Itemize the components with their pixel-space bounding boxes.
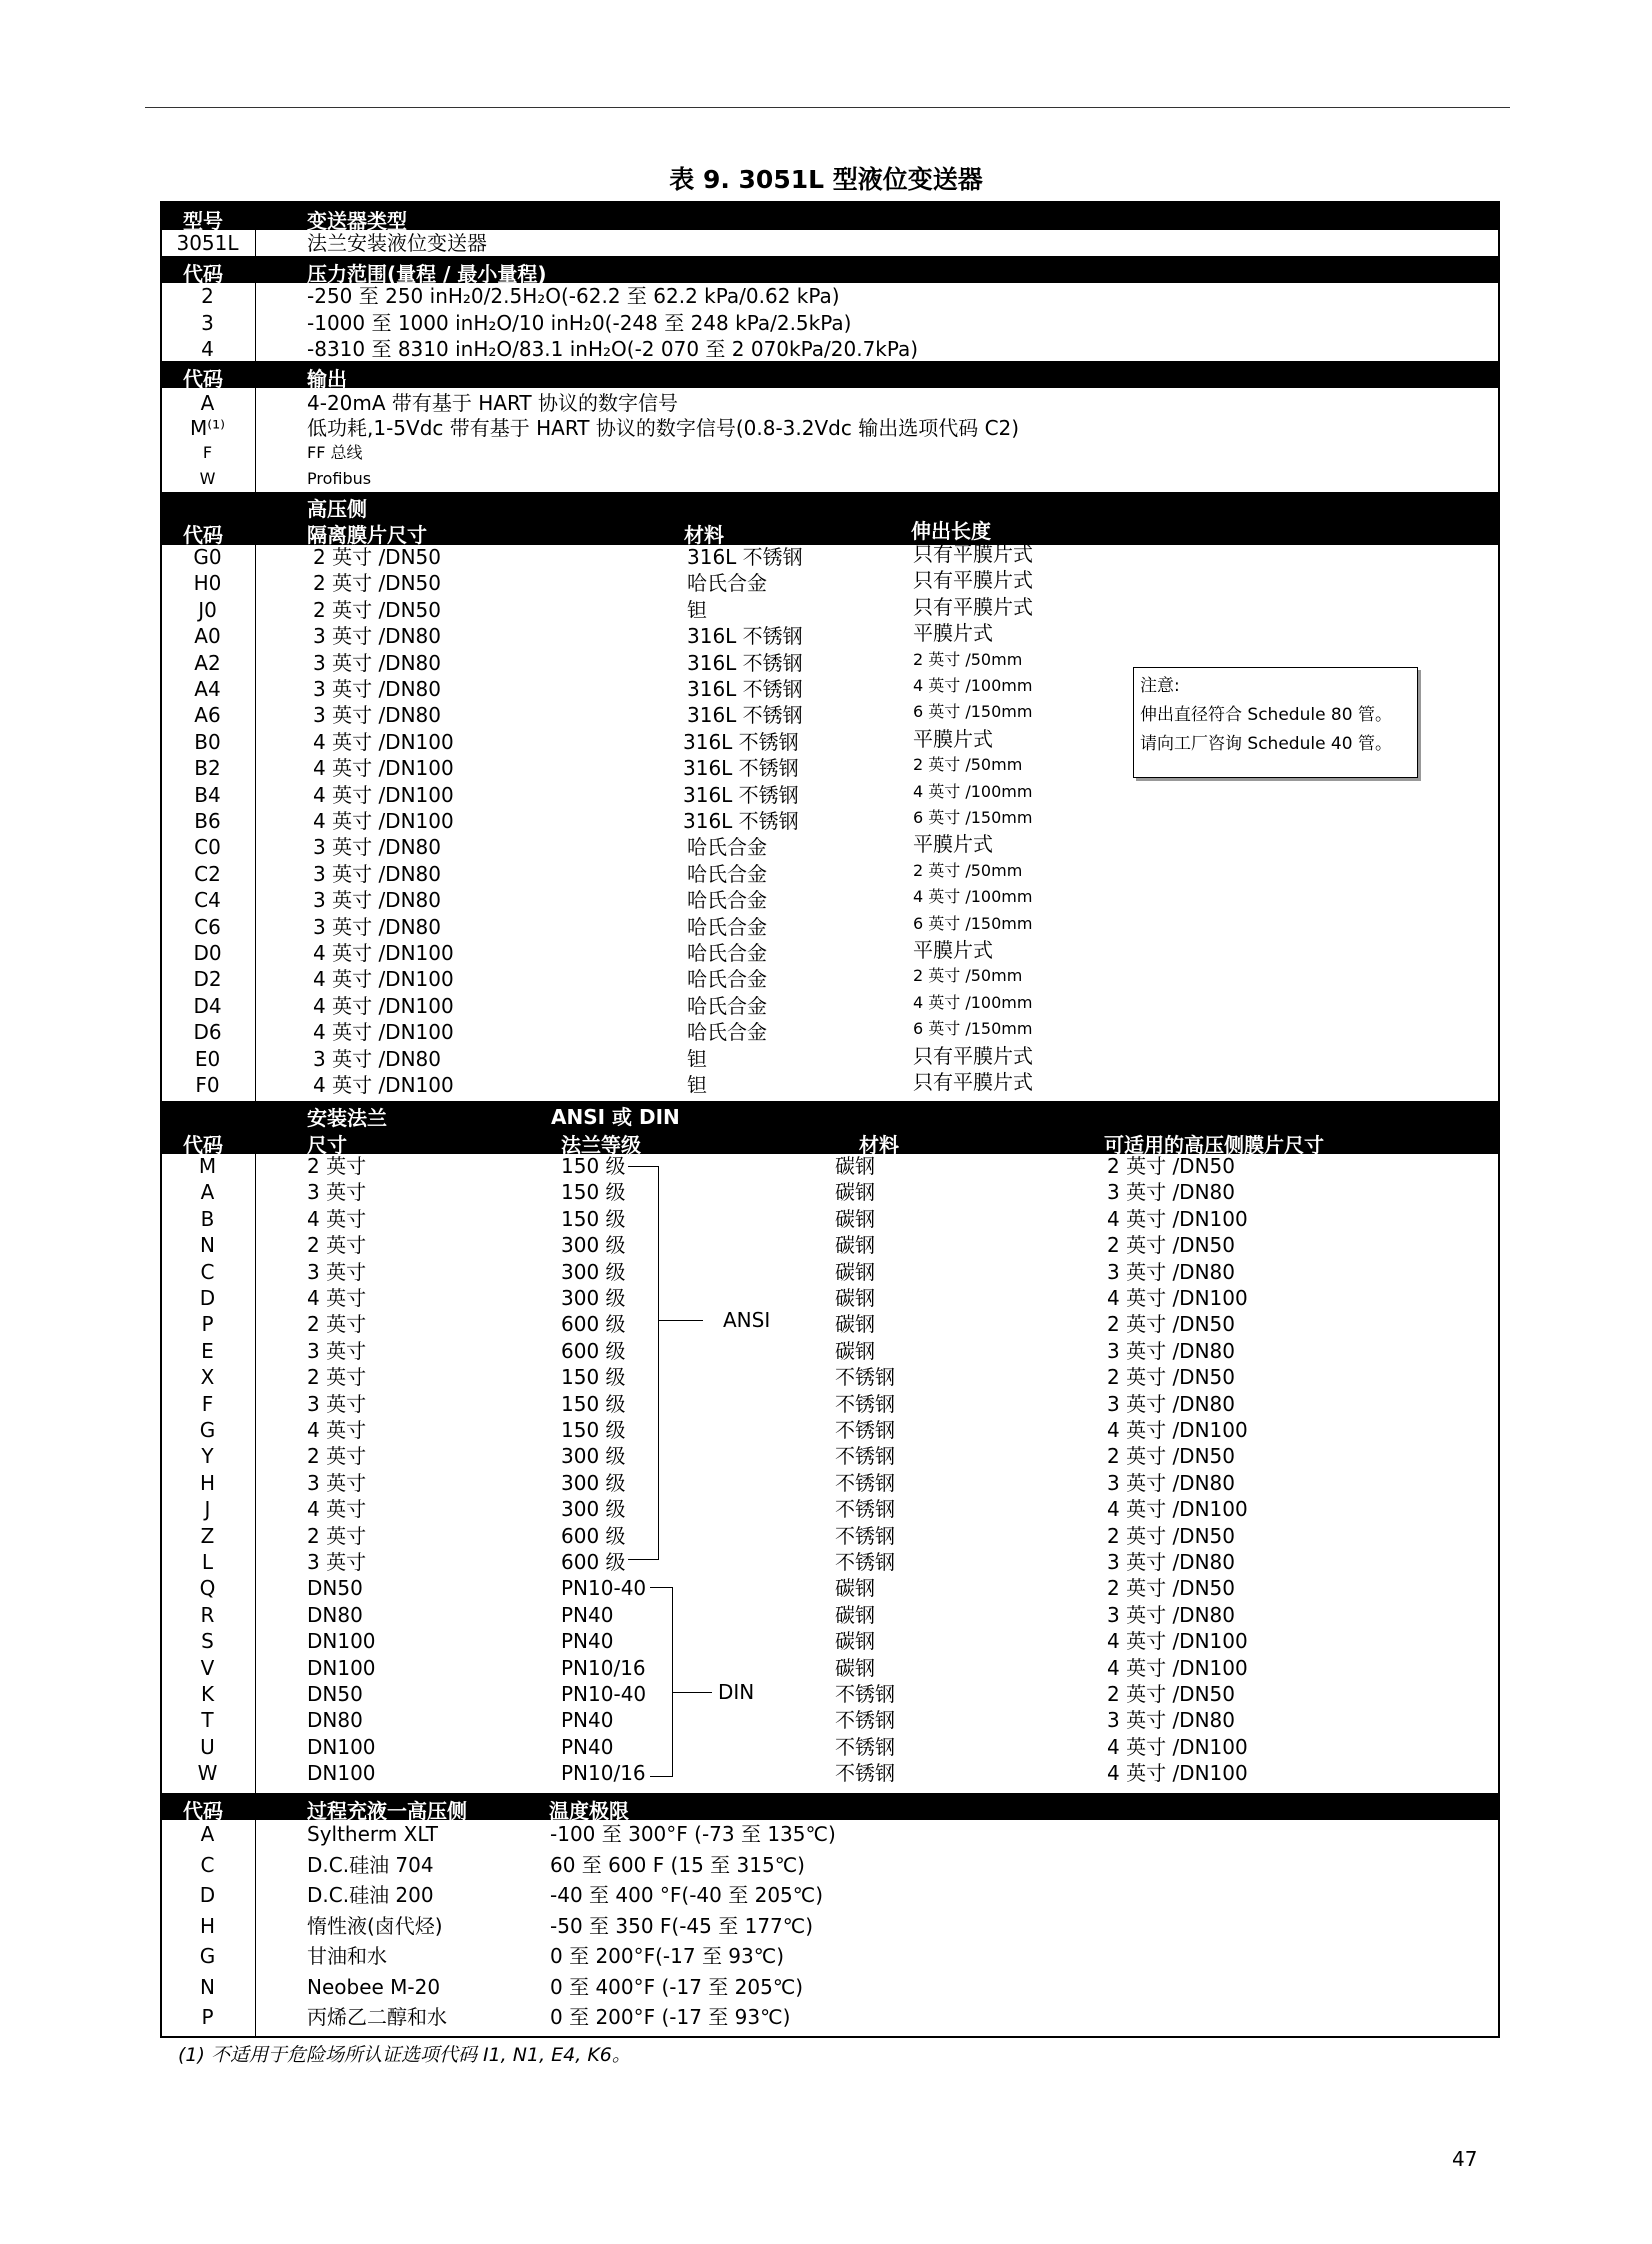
flange-row-size: DN80 <box>307 1708 363 1733</box>
output-code: W <box>199 469 216 488</box>
flange-row-rating: 300 级 <box>561 1259 626 1284</box>
flange-row-hp: 2 英寸 /DN50 <box>1107 1233 1235 1258</box>
flange-row-material: 不锈钢 <box>835 1682 895 1706</box>
flange-row-material: 碳钢 <box>835 1338 875 1363</box>
output-header-code: 代码 <box>183 367 223 391</box>
hp-row-code: A4 <box>194 677 221 701</box>
flange-row-hp: 2 英寸 /DN50 <box>1107 1154 1235 1178</box>
hp-row-code: B6 <box>194 809 221 833</box>
hp-row-ext: 6 英寸 /150mm <box>913 702 1033 722</box>
hp-row-size: 4 英寸 /DN100 <box>313 967 454 992</box>
fill-row-temp: 0 至 200°F (-17 至 93℃) <box>550 2005 791 2029</box>
fill-row-fluid: 丙烯乙二醇和水 <box>307 2005 447 2029</box>
hp-row-code: C4 <box>194 888 221 913</box>
flange-row-material: 不锈钢 <box>835 1444 895 1469</box>
flange-row-code: X <box>200 1365 215 1390</box>
hp-row-size: 3 英寸 /DN80 <box>313 624 441 649</box>
flange-row-material: 碳钢 <box>835 1655 875 1680</box>
flange-row-hp: 3 英寸 /DN80 <box>1107 1259 1235 1284</box>
flange-header-rating: 法兰等级 <box>561 1133 641 1157</box>
hp-row-ext: 平膜片式 <box>913 726 993 751</box>
flange-row-size: DN50 <box>307 1682 363 1706</box>
fill-row-code: G <box>199 1944 216 1968</box>
hp-row-ext: 4 英寸 /100mm <box>913 676 1033 695</box>
flange-row-rating: 300 级 <box>561 1233 626 1258</box>
flange-row-size: DN100 <box>307 1761 376 1786</box>
flange-row-code: U <box>200 1734 215 1759</box>
output-header <box>161 361 1499 391</box>
hp-row-code: J0 <box>198 597 217 622</box>
flange-row-hp: 4 英寸 /DN100 <box>1107 1497 1248 1522</box>
flange-row-rating: PN10/16 <box>561 1655 646 1680</box>
model-code: 3051L <box>176 231 239 255</box>
hp-row-size: 3 英寸 /DN80 <box>313 888 441 913</box>
flange-row-size: 3 英寸 <box>307 1550 367 1574</box>
hp-row-material: 316L 不锈钢 <box>683 782 799 807</box>
range-desc: -8310 至 8310 inH₂O/83.1 inH₂O(-2 070 至 2 070kPa/20.7kPa) <box>307 337 919 361</box>
hp-row-size: 2 英寸 /DN50 <box>313 545 441 569</box>
hp-row-material: 316L 不锈钢 <box>687 545 803 569</box>
flange-row-size: 2 英寸 <box>307 1444 367 1469</box>
fill-header-fluid: 过程充液一高压侧 <box>307 1799 467 1823</box>
flange-row-material: 不锈钢 <box>835 1550 895 1574</box>
flange-row-rating: 150 级 <box>561 1180 626 1205</box>
range-desc: -250 至 250 inH₂0/2.5H₂O(-62.2 至 62.2 kPa/0.62 kPa) <box>307 284 840 308</box>
flange-row-code: Q <box>199 1576 216 1601</box>
flange-row-size: 2 英寸 <box>307 1523 367 1548</box>
flange-row-material: 不锈钢 <box>835 1365 895 1390</box>
flange-row-material: 碳钢 <box>835 1233 875 1258</box>
flange-row-code: Z <box>200 1523 215 1548</box>
flange-row-material: 不锈钢 <box>835 1761 895 1786</box>
hp-row-code: A6 <box>194 703 221 728</box>
hp-header-ext: 伸出长度 <box>911 519 991 543</box>
flange-header-material: 材料 <box>859 1133 899 1157</box>
flange-row-rating: 600 级 <box>561 1312 626 1337</box>
hp-row-ext: 只有平膜片式 <box>913 1043 1033 1068</box>
fill-row-code: P <box>201 2005 214 2029</box>
flange-row-rating: PN10-40 <box>561 1576 647 1601</box>
flange-row-code: H <box>199 1470 216 1495</box>
fill-row-fluid: Syltherm XLT <box>307 1822 438 1846</box>
ansi-bracket <box>628 1166 659 1560</box>
hp-row-size: 3 英寸 /DN80 <box>313 677 441 701</box>
fill-row-fluid: D.C.硅油 704 <box>307 1852 434 1877</box>
flange-row-code: T <box>201 1708 214 1733</box>
flange-row-rating: PN40 <box>561 1734 614 1759</box>
fill-row-temp: -100 至 300°F (-73 至 135℃) <box>550 1822 836 1846</box>
hp-row-code: A0 <box>194 624 221 649</box>
hp-row-size: 3 英寸 /DN80 <box>313 650 441 675</box>
output-code: M⁽¹⁾ <box>189 416 226 440</box>
flange-header-line1b: ANSI 或 DIN <box>551 1105 680 1129</box>
fill-row-fluid: D.C.硅油 200 <box>307 1883 434 1907</box>
flange-row-size: 2 英寸 <box>307 1154 367 1178</box>
flange-row-hp: 4 英寸 /DN100 <box>1107 1655 1248 1680</box>
flange-row-size: 3 英寸 <box>307 1470 367 1495</box>
hp-row-size: 4 英寸 /DN100 <box>313 993 454 1018</box>
hp-row-code: D0 <box>193 941 222 965</box>
flange-row-rating: 300 级 <box>561 1286 626 1310</box>
hp-row-size: 4 英寸 /DN100 <box>313 1020 454 1045</box>
note-line-2: 伸出直径符合 Schedule 80 管。 <box>1140 705 1392 725</box>
range-desc: -1000 至 1000 inH₂O/10 inH₂0(-248 至 248 kPa/2.5kPa) <box>307 310 852 335</box>
hp-row-material: 哈氏合金 <box>687 571 767 596</box>
hp-row-material: 哈氏合金 <box>687 888 767 913</box>
flange-row-hp: 2 英寸 /DN50 <box>1107 1576 1235 1601</box>
output-code: F <box>202 443 213 462</box>
flange-row-hp: 3 英寸 /DN80 <box>1107 1602 1235 1627</box>
hp-row-ext: 6 英寸 /150mm <box>913 808 1033 827</box>
flange-row-hp: 2 英寸 /DN50 <box>1107 1312 1235 1337</box>
hp-row-material: 哈氏合金 <box>687 967 767 992</box>
flange-header-hp-size: 可适用的高压侧膜片尺寸 <box>1104 1133 1324 1157</box>
fill-row-fluid: 惰性液(卤代烃) <box>307 1913 443 1938</box>
hp-header-size: 隔离膜片尺寸 <box>307 523 427 547</box>
fill-row-code: H <box>199 1913 216 1938</box>
flange-row-rating: PN10-40 <box>561 1682 647 1706</box>
ansi-label: ANSI <box>723 1308 771 1332</box>
hp-row-code: C6 <box>194 914 221 939</box>
hp-row-ext: 4 英寸 /100mm <box>913 781 1033 801</box>
fill-row-code: N <box>200 1974 215 1999</box>
flange-row-hp: 2 英寸 /DN50 <box>1107 1365 1235 1390</box>
flange-row-size: 2 英寸 <box>307 1312 367 1337</box>
flange-row-rating: 300 级 <box>561 1444 626 1469</box>
range-code: 2 <box>201 284 214 308</box>
flange-row-rating: 150 级 <box>561 1154 626 1178</box>
hp-row-material: 钽 <box>687 1046 707 1071</box>
hp-row-size: 4 英寸 /DN100 <box>313 782 454 807</box>
hp-row-ext: 2 英寸 /50mm <box>913 860 1023 880</box>
hp-row-material: 316L 不锈钢 <box>683 809 799 833</box>
hp-row-size: 2 英寸 /DN50 <box>313 597 441 622</box>
hp-row-code: F0 <box>195 1073 220 1097</box>
note-title: 注意: <box>1140 676 1180 696</box>
din-bracket-tick <box>672 1692 712 1693</box>
hp-row-ext: 只有平膜片式 <box>913 594 1033 619</box>
flange-row-hp: 3 英寸 /DN80 <box>1107 1180 1235 1205</box>
flange-row-code: A <box>200 1180 215 1205</box>
flange-row-hp: 2 英寸 /DN50 <box>1107 1682 1235 1706</box>
flange-row-material: 碳钢 <box>835 1206 875 1231</box>
flange-row-size: 3 英寸 <box>307 1259 367 1284</box>
flange-row-size: 2 英寸 <box>307 1233 367 1258</box>
flange-row-code: V <box>200 1655 215 1680</box>
hp-row-size: 4 英寸 /DN100 <box>313 729 454 754</box>
flange-row-size: 4 英寸 <box>307 1286 367 1310</box>
flange-header-line1a: 安装法兰 <box>307 1106 387 1130</box>
fill-header <box>161 1793 1499 1823</box>
hp-row-size: 3 英寸 /DN80 <box>313 914 441 939</box>
flange-row-hp: 4 英寸 /DN100 <box>1107 1206 1248 1231</box>
flange-row-rating: 150 级 <box>561 1365 626 1390</box>
flange-row-code: F <box>201 1391 214 1416</box>
flange-row-hp: 3 英寸 /DN80 <box>1107 1708 1235 1733</box>
fill-row-temp: 60 至 600 F (15 至 315℃) <box>550 1852 805 1877</box>
fill-row-temp: 0 至 200°F(-17 至 93℃) <box>550 1944 785 1968</box>
hp-row-ext: 2 英寸 /50mm <box>913 755 1023 775</box>
flange-row-size: DN50 <box>307 1576 363 1601</box>
hp-row-size: 3 英寸 /DN80 <box>313 835 441 860</box>
hp-header-material: 材料 <box>684 523 724 547</box>
flange-row-hp: 2 英寸 /DN50 <box>1107 1444 1235 1469</box>
range-code: 3 <box>201 310 214 335</box>
range-code: 4 <box>201 337 214 361</box>
hp-row-code: G0 <box>193 545 222 569</box>
note-box <box>1133 667 1418 778</box>
hp-row-material: 316L 不锈钢 <box>683 729 799 754</box>
hp-row-material: 钽 <box>687 597 707 622</box>
flange-row-hp: 3 英寸 /DN80 <box>1107 1470 1235 1495</box>
flange-row-hp: 3 英寸 /DN80 <box>1107 1550 1235 1574</box>
flange-row-rating: PN40 <box>561 1708 614 1733</box>
flange-row-code: M <box>198 1154 217 1178</box>
output-desc: 4-20mA 带有基于 HART 协议的数字信号 <box>307 391 679 415</box>
flange-row-hp: 2 英寸 /DN50 <box>1107 1523 1235 1548</box>
hp-row-material: 哈氏合金 <box>687 1020 767 1045</box>
hp-row-code: E0 <box>194 1046 221 1071</box>
hp-row-ext: 只有平膜片式 <box>913 568 1033 593</box>
flange-row-size: DN100 <box>307 1655 376 1680</box>
hp-row-material: 哈氏合金 <box>687 941 767 965</box>
flange-row-material: 不锈钢 <box>835 1391 895 1416</box>
flange-row-material: 碳钢 <box>835 1629 875 1654</box>
ansi-bracket-tick <box>658 1320 703 1321</box>
hp-row-code: C2 <box>194 861 221 886</box>
flange-row-hp: 4 英寸 /DN100 <box>1107 1418 1248 1442</box>
top-rule <box>145 107 1510 108</box>
hp-row-size: 4 英寸 /DN100 <box>313 756 454 781</box>
hp-row-ext: 平膜片式 <box>913 621 993 646</box>
flange-row-hp: 4 英寸 /DN100 <box>1107 1761 1248 1786</box>
hp-row-code: A2 <box>194 650 221 675</box>
hp-row-code: D2 <box>193 967 222 992</box>
flange-row-material: 碳钢 <box>835 1180 875 1205</box>
output-code: A <box>200 391 215 415</box>
flange-row-rating: PN40 <box>561 1629 614 1654</box>
hp-row-code: D6 <box>193 1020 222 1045</box>
hp-row-ext: 4 英寸 /100mm <box>913 887 1033 907</box>
fill-row-code: D <box>199 1883 216 1907</box>
output-desc: FF 总线 <box>307 443 363 462</box>
table-title: 表 9. 3051L 型液位变送器 <box>669 165 983 194</box>
flange-header-code: 代码 <box>183 1133 223 1157</box>
fill-row-fluid: Neobee M-20 <box>307 1974 441 1999</box>
flange-row-material: 不锈钢 <box>835 1497 895 1522</box>
flange-row-hp: 4 英寸 /DN100 <box>1107 1629 1248 1654</box>
flange-row-hp: 3 英寸 /DN80 <box>1107 1391 1235 1416</box>
flange-row-code: N <box>200 1233 215 1258</box>
hp-row-ext: 4 英寸 /100mm <box>913 992 1033 1012</box>
model-header-label: 变送器类型 <box>307 209 407 233</box>
flange-header-size: 尺寸 <box>307 1133 347 1157</box>
flange-row-rating: 150 级 <box>561 1391 626 1416</box>
hp-row-code: B0 <box>194 729 221 754</box>
flange-row-code: G <box>199 1418 216 1442</box>
footnote: (1) 不适用于危险场所认证选项代码 I1, N1, E4, K6。 <box>178 2044 631 2066</box>
flange-row-code: K <box>200 1682 215 1706</box>
hp-row-material: 316L 不锈钢 <box>687 650 803 675</box>
hp-row-code: C0 <box>194 835 221 860</box>
flange-row-code: E <box>201 1338 214 1363</box>
fill-row-temp: 0 至 400°F (-17 至 205℃) <box>550 1974 804 1999</box>
flange-row-size: DN100 <box>307 1629 376 1654</box>
hp-row-material: 316L 不锈钢 <box>687 703 803 728</box>
flange-header <box>161 1101 1499 1157</box>
hp-row-ext: 2 英寸 /50mm <box>913 649 1023 669</box>
hp-row-size: 3 英寸 /DN80 <box>313 861 441 886</box>
hp-row-ext: 平膜片式 <box>913 938 993 962</box>
flange-row-code: L <box>201 1550 214 1574</box>
page-number: 47 <box>1452 2147 1478 2171</box>
hp-row-ext: 2 英寸 /50mm <box>913 966 1023 986</box>
output-desc: Profibus <box>307 469 372 488</box>
flange-row-material: 碳钢 <box>835 1286 875 1310</box>
flange-row-code: R <box>200 1602 215 1627</box>
flange-row-hp: 3 英寸 /DN80 <box>1107 1338 1235 1363</box>
hp-row-size: 4 英寸 /DN100 <box>313 809 454 833</box>
hp-row-material: 哈氏合金 <box>687 835 767 860</box>
din-label: DIN <box>718 1680 755 1704</box>
fill-row-code: A <box>200 1822 215 1846</box>
flange-row-size: DN100 <box>307 1734 376 1759</box>
fill-row-code: C <box>200 1852 215 1877</box>
flange-row-size: 3 英寸 <box>307 1338 367 1363</box>
flange-row-material: 碳钢 <box>835 1312 875 1337</box>
flange-row-material: 不锈钢 <box>835 1734 895 1759</box>
hp-row-material: 钽 <box>687 1073 707 1097</box>
flange-row-size: 3 英寸 <box>307 1180 367 1205</box>
hp-header-line1: 高压侧 <box>307 497 367 521</box>
flange-row-size: 4 英寸 <box>307 1206 367 1231</box>
flange-row-size: 2 英寸 <box>307 1365 367 1390</box>
flange-row-material: 碳钢 <box>835 1154 875 1178</box>
range-header-label: 压力范围(量程 / 最小量程) <box>307 262 547 286</box>
hp-row-ext: 6 英寸 /150mm <box>913 1019 1033 1039</box>
hp-row-material: 316L 不锈钢 <box>683 756 799 781</box>
flange-row-code: C <box>200 1259 215 1284</box>
flange-row-rating: PN10/16 <box>561 1761 646 1786</box>
flange-row-material: 碳钢 <box>835 1602 875 1627</box>
fill-header-code: 代码 <box>183 1799 223 1823</box>
flange-row-rating: 150 级 <box>561 1206 626 1231</box>
hp-row-size: 2 英寸 /DN50 <box>313 571 441 596</box>
flange-row-rating: 300 级 <box>561 1470 626 1495</box>
flange-row-size: 4 英寸 <box>307 1418 367 1442</box>
flange-row-material: 不锈钢 <box>835 1470 895 1495</box>
hp-row-material: 316L 不锈钢 <box>687 677 803 701</box>
flange-row-code: Y <box>201 1444 214 1469</box>
flange-row-material: 不锈钢 <box>835 1418 895 1442</box>
hp-row-material: 哈氏合金 <box>687 914 767 939</box>
flange-row-code: J <box>204 1497 211 1522</box>
range-header-code: 代码 <box>183 262 223 286</box>
note-line-3: 请向工厂咨询 Schedule 40 管。 <box>1140 734 1392 754</box>
hp-header <box>161 492 1499 545</box>
flange-row-rating: 300 级 <box>561 1497 626 1522</box>
model-header-code: 型号 <box>183 209 223 233</box>
hp-row-size: 4 英寸 /DN100 <box>313 941 454 965</box>
flange-row-size: 4 英寸 <box>307 1497 367 1522</box>
hp-row-size: 4 英寸 /DN100 <box>313 1073 454 1097</box>
fill-header-temp: 温度极限 <box>549 1799 629 1823</box>
fill-row-fluid: 甘油和水 <box>307 1944 387 1968</box>
din-bracket <box>650 1587 673 1777</box>
flange-row-material: 碳钢 <box>835 1259 875 1284</box>
flange-row-hp: 4 英寸 /DN100 <box>1107 1734 1248 1759</box>
output-desc: 低功耗,1-5Vdc 带有基于 HART 协议的数字信号(0.8-3.2Vdc 输出选项代码 C2) <box>307 416 1020 440</box>
fill-row-temp: -50 至 350 F(-45 至 177℃) <box>550 1913 814 1938</box>
flange-row-code: B <box>200 1206 215 1231</box>
hp-row-ext: 6 英寸 /150mm <box>913 913 1033 933</box>
flange-row-hp: 4 英寸 /DN100 <box>1107 1286 1248 1310</box>
flange-row-material: 不锈钢 <box>835 1708 895 1733</box>
flange-row-code: D <box>199 1286 216 1310</box>
fill-row-temp: -40 至 400 °F(-40 至 205℃) <box>550 1883 824 1907</box>
range-header <box>161 256 1499 286</box>
hp-row-ext: 只有平膜片式 <box>913 1070 1033 1094</box>
hp-row-code: B4 <box>194 782 221 807</box>
hp-row-code: D4 <box>193 993 222 1018</box>
flange-row-rating: 600 级 <box>561 1338 626 1363</box>
flange-row-rating: 600 级 <box>561 1550 626 1574</box>
flange-row-size: 3 英寸 <box>307 1391 367 1416</box>
hp-row-size: 3 英寸 /DN80 <box>313 703 441 728</box>
hp-row-material: 316L 不锈钢 <box>687 624 803 649</box>
hp-row-code: B2 <box>194 756 221 781</box>
hp-row-code: H0 <box>193 571 222 596</box>
flange-row-code: S <box>201 1629 214 1654</box>
hp-row-ext: 平膜片式 <box>913 832 993 857</box>
hp-row-material: 哈氏合金 <box>687 861 767 886</box>
model-label: 法兰安装液位变送器 <box>307 231 487 255</box>
flange-row-rating: 150 级 <box>561 1418 626 1442</box>
hp-row-ext: 只有平膜片式 <box>913 542 1033 566</box>
flange-row-rating: PN40 <box>561 1602 614 1627</box>
flange-row-size: DN80 <box>307 1602 363 1627</box>
flange-row-code: P <box>201 1312 214 1337</box>
flange-row-code: W <box>197 1761 218 1786</box>
output-header-label: 输出 <box>307 367 347 391</box>
model-header <box>161 203 1499 233</box>
flange-row-rating: 600 级 <box>561 1523 626 1548</box>
hp-row-material: 哈氏合金 <box>687 993 767 1018</box>
flange-row-material: 不锈钢 <box>835 1523 895 1548</box>
hp-row-size: 3 英寸 /DN80 <box>313 1046 441 1071</box>
hp-header-code: 代码 <box>183 523 223 547</box>
flange-row-material: 碳钢 <box>835 1576 875 1601</box>
